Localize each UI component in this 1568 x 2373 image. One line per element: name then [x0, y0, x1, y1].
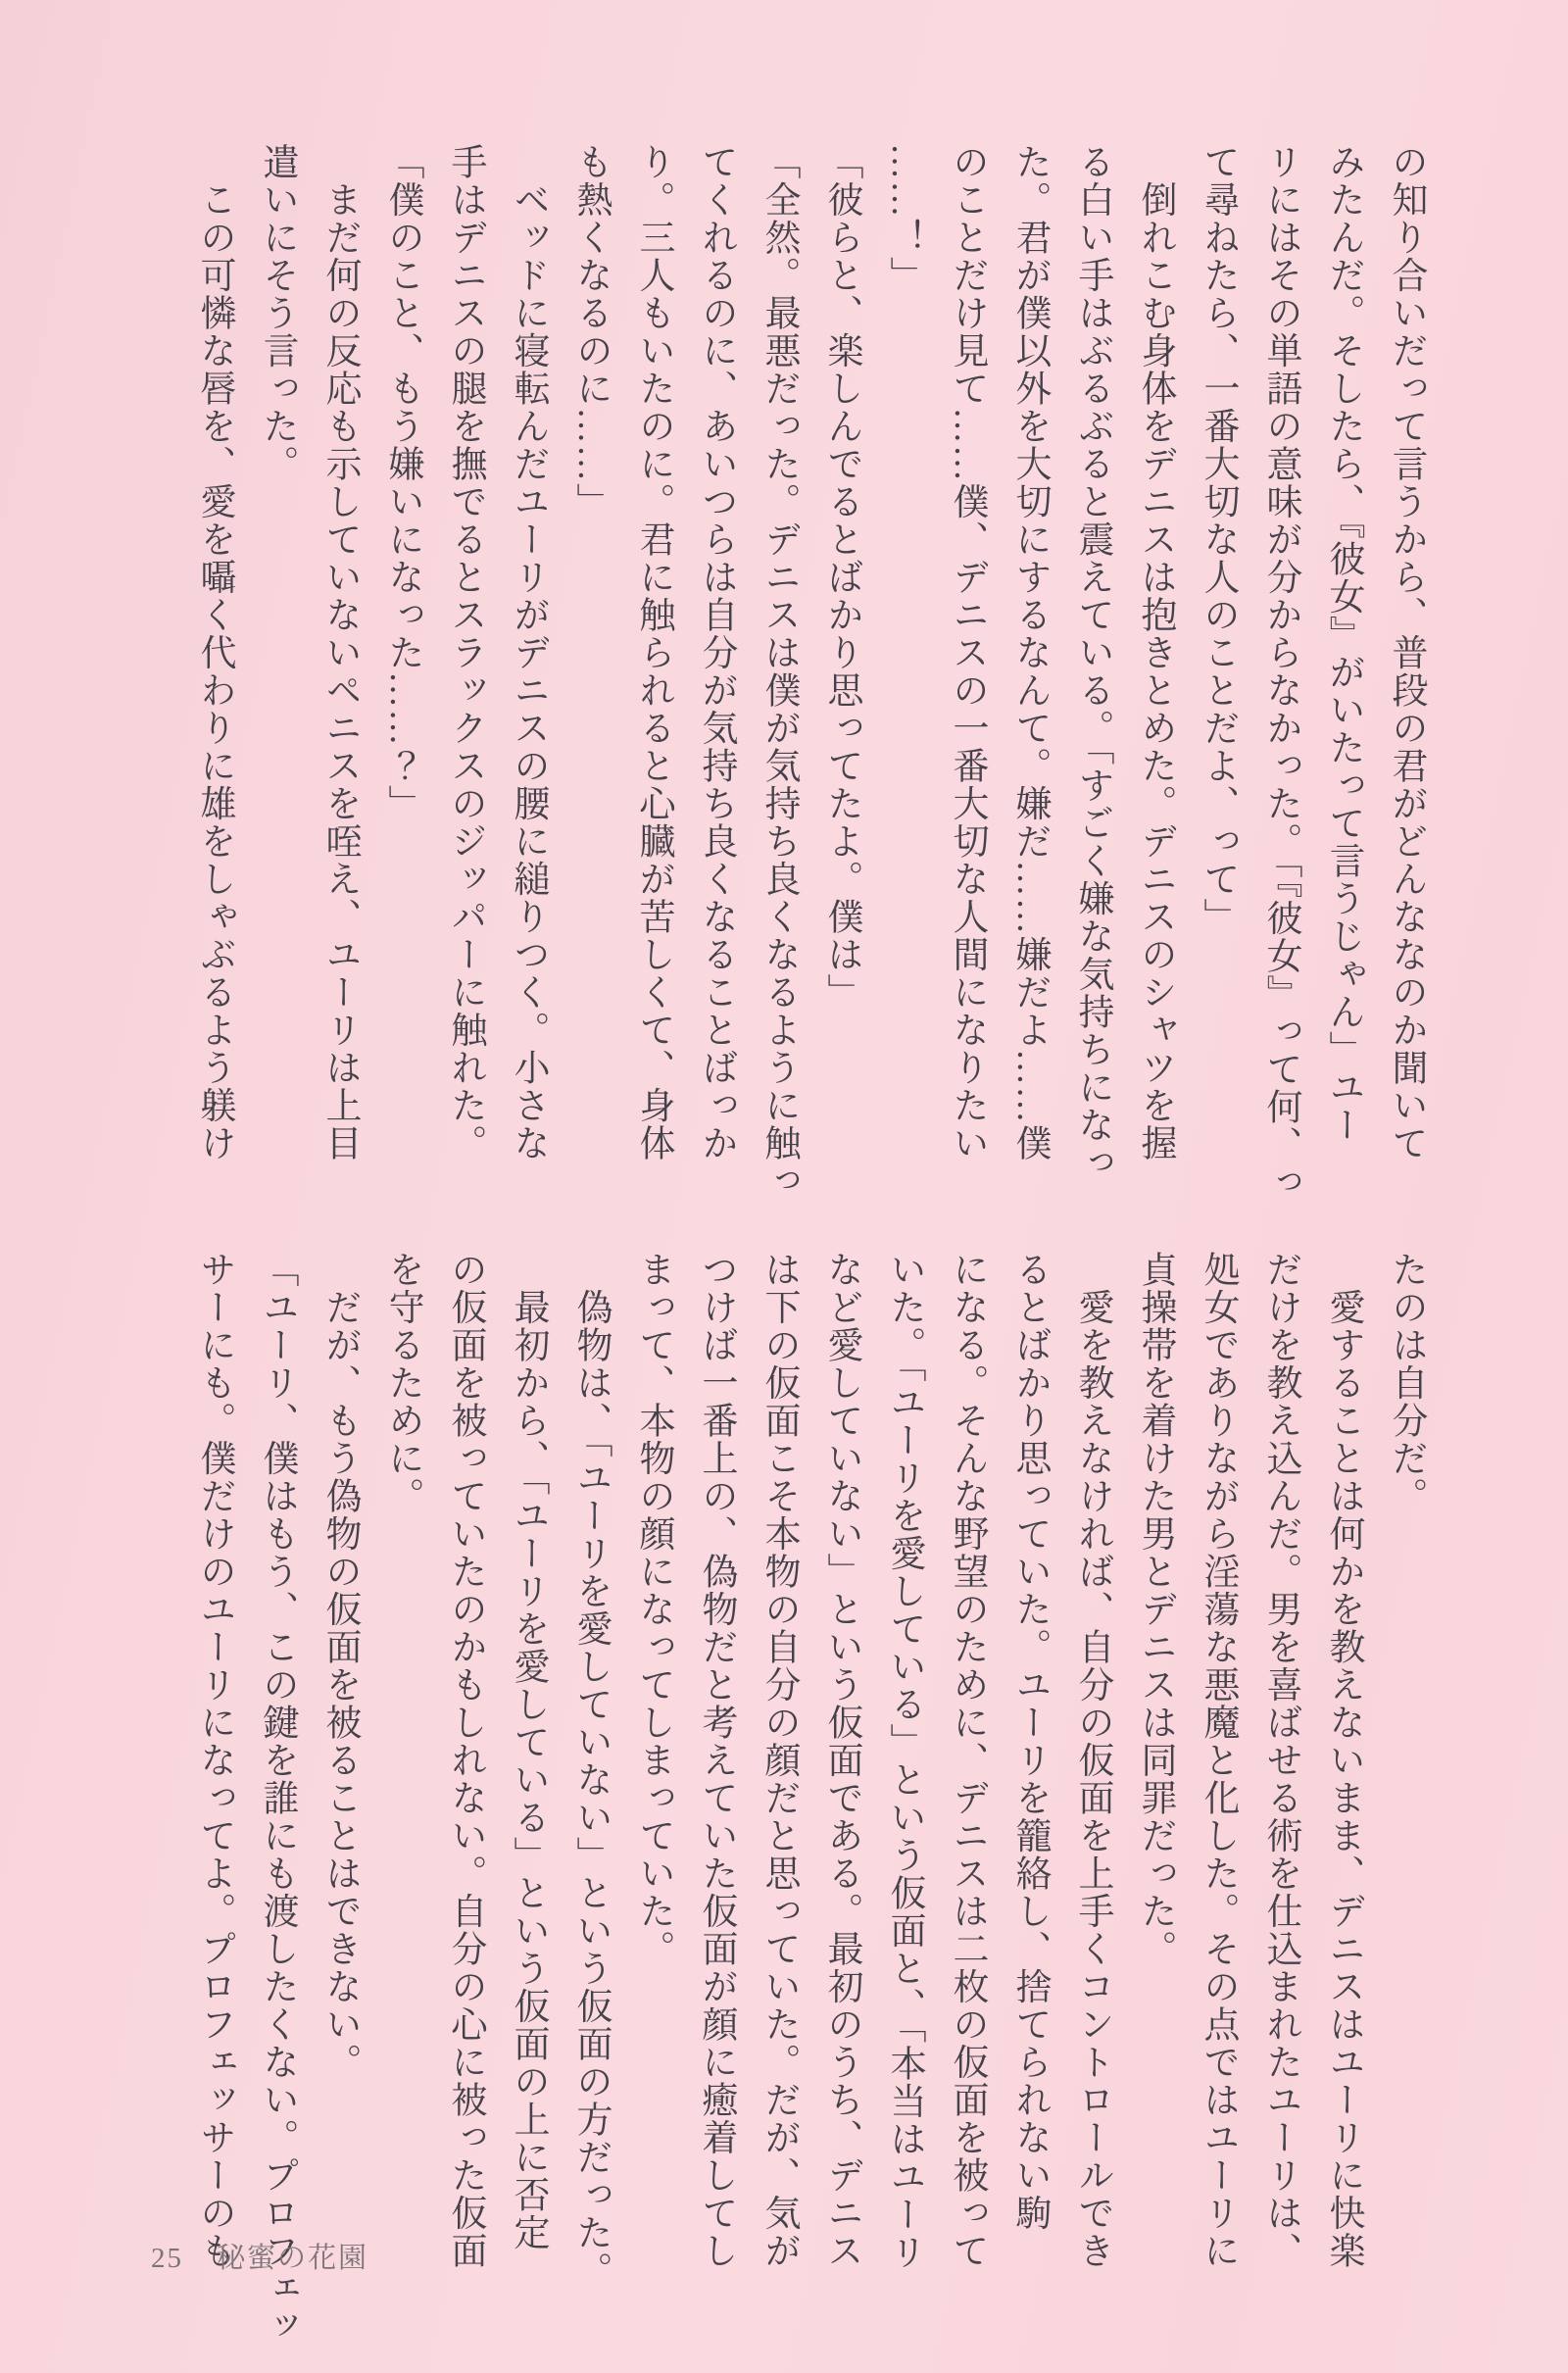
page-number: 25	[151, 2243, 183, 2274]
text-column: 愛を教えなければ、自分の仮面を上手くコントロールでき	[1072, 1251, 1112, 2270]
text-column: サーにも。僕だけのユーリになってよ。プロフェッサーのも	[194, 1251, 234, 2270]
text-column: だが、もう偽物の仮面を被ることはできない。	[319, 1251, 360, 2081]
text-column: は下の仮面こそ本物の自分の顔だと思っていた。だが、気が	[759, 1251, 799, 2270]
text-column: るとばかり思っていた。ユーリを籠絡し、捨てられない駒	[1009, 1251, 1050, 2232]
text-block-top	[182, 143, 1437, 1261]
text-column: て尋ねたら、一番大切な人のことだよ、って」	[1198, 143, 1238, 936]
text-column: る白い手はぶるぶると震えている。「すごく嫌な気持ちになっ	[1072, 143, 1112, 1182]
text-column: たのは自分だ。	[1386, 1251, 1426, 1515]
text-column: 偽物は、「ユーリを愛していない」という仮面の方だった。	[570, 1251, 611, 2290]
page-footer	[151, 2236, 368, 2276]
text-column: 処女でありながら淫蕩な悪魔と化した。その点ではユーリに	[1198, 1251, 1238, 2270]
text-column: ……！」	[884, 143, 924, 294]
text-column: 「ユーリ、僕はもう、この鍵を誰にも渡したくない。プロフェッ	[257, 1251, 297, 2346]
text-column: この可憐な唇を、愛を囁く代わりに雄をしゃぶるよう躾け	[194, 143, 234, 1162]
text-column: も熱くなるのに……」	[570, 143, 611, 520]
text-column: 「僕のこと、もう嫌いになった……？」	[382, 143, 422, 822]
text-column: てくれるのに、あいつらは自分が気持ち良くなることばっか	[696, 143, 736, 1162]
text-column: の仮面を被っていたのかもしれない。自分の心に被った仮面	[445, 1251, 485, 2270]
text-column: 愛することは何かを教えないまま、デニスはユーリに快楽	[1323, 1251, 1363, 2270]
text-column: 貞操帯を着けた男とデニスは同罪だった。	[1135, 1251, 1175, 1968]
text-column: 遣いにそう言った。	[257, 143, 297, 483]
text-column: つけば一番上の、偽物だと考えていた仮面が顔に癒着してし	[696, 1251, 736, 2270]
text-column: 「彼らと、楽しんでるとばかり思ってたよ。僕は」	[821, 143, 861, 1012]
text-column: 最初から、「ユーリを愛している」という仮面の上に否定	[508, 1251, 548, 2251]
text-column: 「全然。最悪だった。デニスは僕が気持ち良くなるように触っ	[759, 143, 799, 1200]
text-column: など愛していない」という仮面である。最初のうち、デニス	[821, 1251, 861, 2270]
text-column: を守るために。	[382, 1251, 422, 1515]
text-column: になる。そんな野望のために、デニスは二枚の仮面を被って	[947, 1251, 987, 2270]
text-column: ベッドに寝転んだユーリがデニスの腰に縋りつく。小さな	[508, 143, 548, 1162]
text-column: のことだけ見て……僕、デニスの一番大切な人間になりたい	[947, 143, 987, 1162]
text-column: リにはその単語の意味が分からなかった。「『彼女』って何、っ	[1260, 143, 1300, 1202]
text-column: だけを教え込んだ。男を喜ばせる術を仕込まれたユーリは、	[1260, 1251, 1300, 2270]
text-column: みたんだ。そしたら、『彼女』がいたって言うじゃん」ユー	[1323, 143, 1363, 1144]
text-column: 手はデニスの腿を撫でるとスラックスのジッパーに触れた。	[445, 143, 485, 1162]
text-column: た。君が僕以外を大切にするなんて。嫌だ……嫌だよ……僕	[1009, 143, 1050, 1162]
text-column: り。三人もいたのに。君に触られると心臓が苦しくて、身体	[633, 143, 673, 1162]
text-column: いた。「ユーリを愛している」という仮面と、「本当はユーリ	[884, 1251, 924, 2271]
running-title: 秘蜜の花園	[217, 2243, 369, 2274]
text-column: 倒れこむ身体をデニスは抱きとめた。デニスのシャツを握	[1135, 143, 1175, 1162]
text-column: まだ何の反応も示していないペニスを咥え、ユーリは上目	[319, 143, 360, 1162]
text-block-bottom	[182, 1251, 1437, 2368]
text-column: まって、本物の顔になってしまっていた。	[633, 1251, 673, 1968]
text-column: の知り合いだって言うから、普段の君がどんななのか聞いて	[1386, 143, 1426, 1162]
